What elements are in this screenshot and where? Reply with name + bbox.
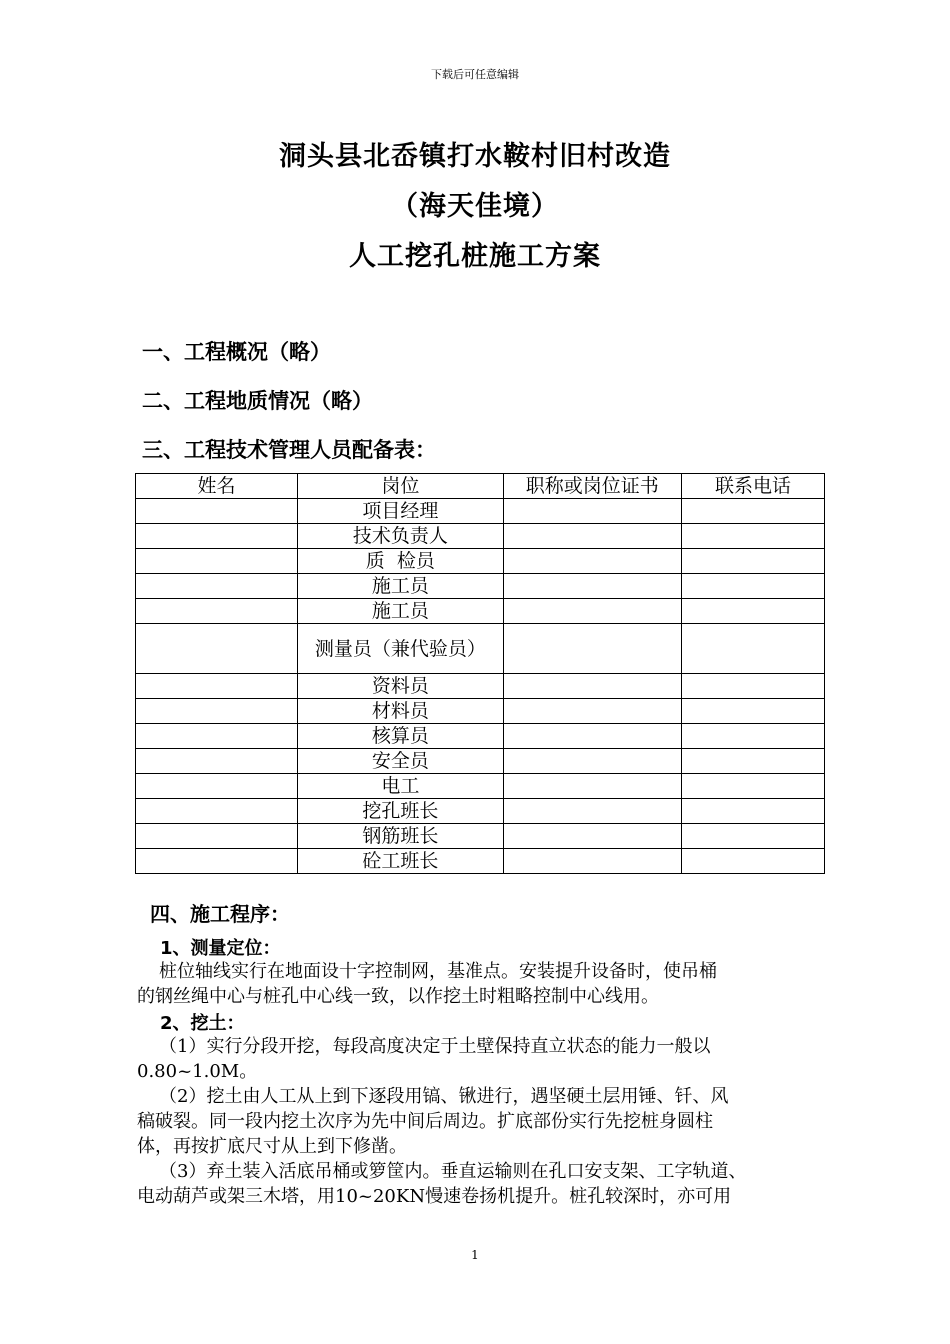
paragraph-line: 电动葫芦或架三木塔，用10~20KN慢速卷扬机提升。桩孔较深时，亦可用 xyxy=(137,1186,732,1207)
role-cell: 电工 xyxy=(298,774,503,799)
phone-cell xyxy=(681,499,824,524)
subheading-excavation: 2、挖土： xyxy=(160,1013,245,1034)
table-row xyxy=(136,774,825,799)
table-row xyxy=(136,849,825,874)
document-title-line3: 人工挖孔桩施工方案 xyxy=(349,241,601,272)
paragraph-line: 稿破裂。同一段内挖土次序为先中间后周边。扩底部份实行先挖桩身圆柱 xyxy=(137,1111,713,1132)
phone-cell xyxy=(681,849,824,874)
document-title-line2: （海天佳境） xyxy=(391,191,559,222)
section-heading-staff: 三、工程技术管理人员配备表： xyxy=(142,438,436,462)
column-header: 职称或岗位证书 xyxy=(503,474,681,499)
paragraph-line: 桩位轴线实行在地面设十字控制网，基准点。安装提升设备时，使吊桶 xyxy=(159,961,717,982)
role-cell: 技术负责人 xyxy=(298,524,503,549)
paragraph-line: （1）实行分段开挖，每段高度决定于土壁保持直立状态的能力一般以 xyxy=(159,1036,711,1057)
phone-cell xyxy=(681,674,824,699)
paragraph-line: 的钢丝绳中心与桩孔中心线一致，以作挖土时粗略控制中心线用。 xyxy=(137,986,659,1007)
paragraph-line: （3）弃土装入活底吊桶或箩筐内。垂直运输则在孔口安支架、工字轨道、 xyxy=(159,1161,747,1182)
role-cell: 项目经理 xyxy=(298,499,503,524)
subheading-survey: 1、测量定位： xyxy=(160,938,281,959)
phone-cell xyxy=(681,749,824,774)
name-cell xyxy=(136,774,298,799)
role-cell: 测量员（兼代验员） xyxy=(298,624,503,674)
table-row xyxy=(136,549,825,574)
certificate-cell xyxy=(503,624,681,674)
paragraph-line: 0.80~1.0M。 xyxy=(137,1061,258,1082)
certificate-cell xyxy=(503,774,681,799)
name-cell xyxy=(136,574,298,599)
table-row xyxy=(136,624,825,674)
phone-cell xyxy=(681,724,824,749)
table-row xyxy=(136,824,825,849)
certificate-cell xyxy=(503,824,681,849)
table-row xyxy=(136,499,825,524)
paragraph-excavation-3 xyxy=(137,1159,872,1209)
paragraph-line: （2）挖土由人工从上到下逐段用镐、锹进行，遇坚硬土层用锤、钎、风 xyxy=(159,1086,729,1107)
name-cell xyxy=(136,599,298,624)
table-row xyxy=(136,799,825,824)
paragraph-line: 体，再按扩底尺寸从上到下修凿。 xyxy=(137,1136,407,1157)
certificate-cell xyxy=(503,749,681,774)
phone-cell xyxy=(681,549,824,574)
staff-table xyxy=(135,473,825,874)
name-cell xyxy=(136,549,298,574)
role-cell: 安全员 xyxy=(298,749,503,774)
certificate-cell xyxy=(503,724,681,749)
name-cell xyxy=(136,724,298,749)
table-row xyxy=(136,599,825,624)
name-cell xyxy=(136,849,298,874)
certificate-cell xyxy=(503,849,681,874)
certificate-cell xyxy=(503,799,681,824)
name-cell xyxy=(136,624,298,674)
certificate-cell xyxy=(503,524,681,549)
name-cell xyxy=(136,799,298,824)
name-cell xyxy=(136,674,298,699)
name-cell xyxy=(136,699,298,724)
paragraph-excavation-1 xyxy=(137,1034,872,1084)
table-row xyxy=(136,724,825,749)
paragraph-survey xyxy=(137,959,872,1009)
table-header-row xyxy=(136,474,825,499)
phone-cell xyxy=(681,599,824,624)
table-row xyxy=(136,574,825,599)
name-cell xyxy=(136,499,298,524)
section-heading-geology: 二、工程地质情况（略） xyxy=(142,389,373,413)
table-row xyxy=(136,749,825,774)
phone-cell xyxy=(681,799,824,824)
phone-cell xyxy=(681,824,824,849)
certificate-cell xyxy=(503,499,681,524)
certificate-cell xyxy=(503,674,681,699)
table-row xyxy=(136,674,825,699)
certificate-cell xyxy=(503,549,681,574)
table-row xyxy=(136,699,825,724)
page-header-note: 下载后可任意编辑 xyxy=(431,68,519,81)
role-cell: 材料员 xyxy=(298,699,503,724)
column-header: 岗位 xyxy=(298,474,503,499)
certificate-cell xyxy=(503,699,681,724)
role-cell: 挖孔班长 xyxy=(298,799,503,824)
document-title-line1: 洞头县北岙镇打水鞍村旧村改造 xyxy=(279,141,671,172)
certificate-cell xyxy=(503,599,681,624)
role-cell: 质 检员 xyxy=(298,549,503,574)
phone-cell xyxy=(681,774,824,799)
name-cell xyxy=(136,524,298,549)
phone-cell xyxy=(681,624,824,674)
name-cell xyxy=(136,824,298,849)
name-cell xyxy=(136,749,298,774)
role-cell: 施工员 xyxy=(298,574,503,599)
column-header: 联系电话 xyxy=(681,474,824,499)
phone-cell xyxy=(681,699,824,724)
section-heading-overview: 一、工程概况（略） xyxy=(142,340,331,364)
paragraph-excavation-2 xyxy=(137,1084,872,1159)
column-header: 姓名 xyxy=(136,474,298,499)
table-row xyxy=(136,524,825,549)
certificate-cell xyxy=(503,574,681,599)
role-cell: 砼工班长 xyxy=(298,849,503,874)
phone-cell xyxy=(681,524,824,549)
section-heading-procedure: 四、施工程序： xyxy=(150,902,290,926)
role-cell: 施工员 xyxy=(298,599,503,624)
phone-cell xyxy=(681,574,824,599)
page-number: 1 xyxy=(471,1248,479,1262)
role-cell: 核算员 xyxy=(298,724,503,749)
role-cell: 钢筋班长 xyxy=(298,824,503,849)
role-cell: 资料员 xyxy=(298,674,503,699)
